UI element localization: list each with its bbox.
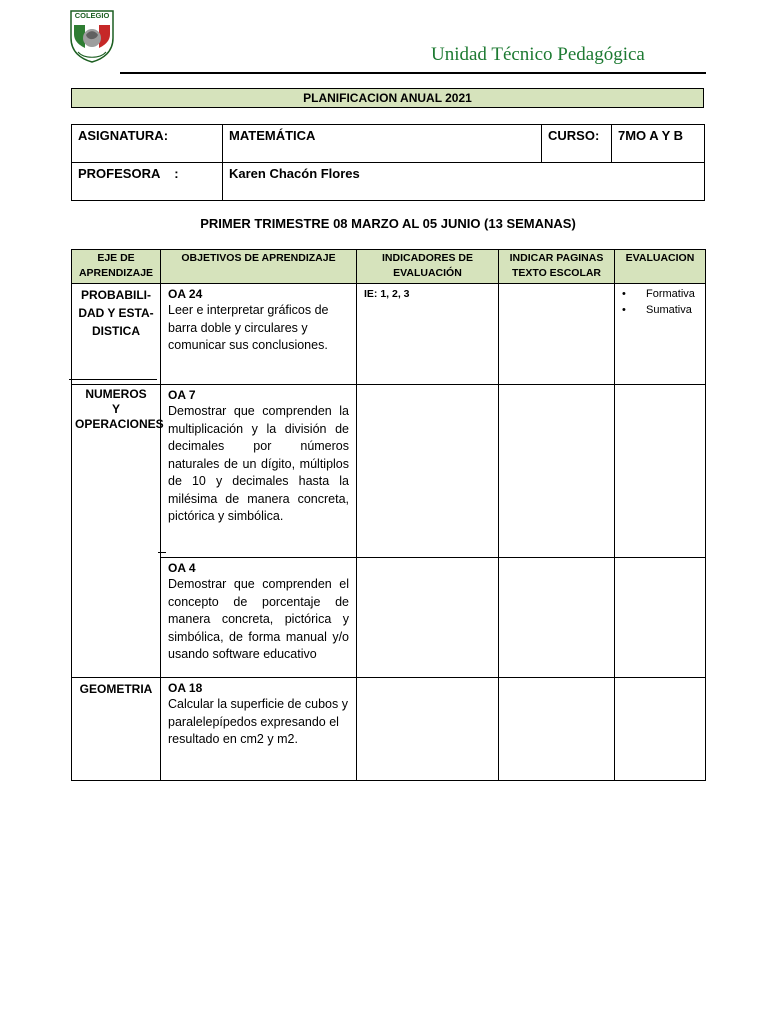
plan-title: PLANIFICACION ANUAL 2021 [71,88,704,108]
objective-cell [161,558,357,678]
evaluation-cell [615,385,706,558]
school-logo [68,8,116,64]
axis-cell [72,284,161,385]
axis-line: Y [111,402,120,416]
oa-code: OA 24 [168,287,203,301]
header-objetivos: OBJETIVOS DE APRENDIZAJE [161,250,357,284]
table-row [72,678,706,781]
profesora-value: Karen Chacón Flores [223,163,705,201]
oa-text: Demostrar que comprenden el concepto de porcentaje de manera concreta, pictórica y simbólica, de forma manual y/o usando software educativo [168,577,349,661]
axis-line: DISTICA [92,324,140,338]
indicators-cell [357,385,499,558]
evaluation-cell [615,284,706,385]
table-row [72,284,706,385]
header-evaluacion: EVALUACION [615,250,706,284]
unit-title: Unidad Técnico Pedagógica [431,44,645,65]
header-divider [120,72,706,74]
subject-info-table [71,124,705,201]
evaluation-list [622,286,698,318]
pages-cell [499,678,615,781]
oa-code: OA 7 [168,388,196,402]
indicators-text: IE: 1, 2, 3 [364,288,410,300]
axis-cell [72,678,161,781]
pages-cell [499,284,615,385]
pages-cell [499,558,615,678]
indicators-cell [357,558,499,678]
oa-text: Calcular la superficie de cubos y paralelepípedos expresando el resultado en cm2 y m2. [168,697,348,746]
axis-cell [72,558,161,678]
evaluation-label: Formativa [646,288,695,300]
indicators-cell [357,678,499,781]
table-header-row [72,250,706,284]
header-indicadores-line1: INDICADORES DE [381,252,473,264]
evaluation-cell [615,678,706,781]
indicators-cell [357,284,499,385]
table-row [72,558,706,678]
oa-text: Leer e interpretar gráficos de barra doble y circulares y comunicar sus conclusiones. [168,303,329,352]
axis-line: OPERACIONES [75,417,164,431]
pages-cell [499,385,615,558]
header-indicadores-line2: EVALUACIÓN [393,267,462,279]
row-divider-stub [158,552,166,553]
curso-label: CURSO: [542,125,612,163]
evaluation-label: Sumativa [646,304,692,316]
header-indicadores [357,250,499,284]
bullet-icon: • [622,288,626,300]
oa-code: OA 18 [168,681,203,695]
planning-table [71,249,706,781]
axis-line: GEOMETRIA [79,682,153,696]
axis-line: NUMEROS [85,387,147,401]
trimester-heading: PRIMER TRIMESTRE 08 MARZO AL 05 JUNIO (13 SEMANAS) [200,216,576,231]
profesora-label: PROFESORA : [72,163,223,201]
evaluation-item [622,302,698,318]
header-eje [72,250,161,284]
header-paginas [499,250,615,284]
bullet-icon: • [622,304,626,316]
evaluation-cell [615,558,706,678]
curso-value: 7MO A Y B [612,125,705,163]
axis-cell [72,385,164,558]
oa-text: Demostrar que comprenden la multiplicación y la división de decimales por números naturales de un dígito, múltiplos de 10 y decimales hasta la milésima de manera concreta, pictórica y simbólica. [168,404,349,523]
oa-code: OA 4 [168,561,196,575]
header-paginas-line1: INDICAR PAGINAS [509,252,604,264]
axis-line: DAD Y ESTA- [78,306,154,320]
asignatura-label: ASIGNATURA: [72,125,223,163]
objective-cell [161,678,357,781]
objective-cell [161,385,357,558]
axis-line: PROBABILI- [81,288,151,302]
objective-cell [161,284,357,385]
asignatura-value: MATEMÁTICA [223,125,542,163]
logo-text: COLEGIO [74,11,110,20]
row-divider-stub [69,379,157,380]
table-row [72,385,706,558]
header-paginas-line2: TEXTO ESCOLAR [511,267,602,279]
header-eje-line2: APRENDIZAJE [78,267,154,279]
header-eje-line1: EJE DE [97,252,135,264]
evaluation-item [622,286,698,302]
